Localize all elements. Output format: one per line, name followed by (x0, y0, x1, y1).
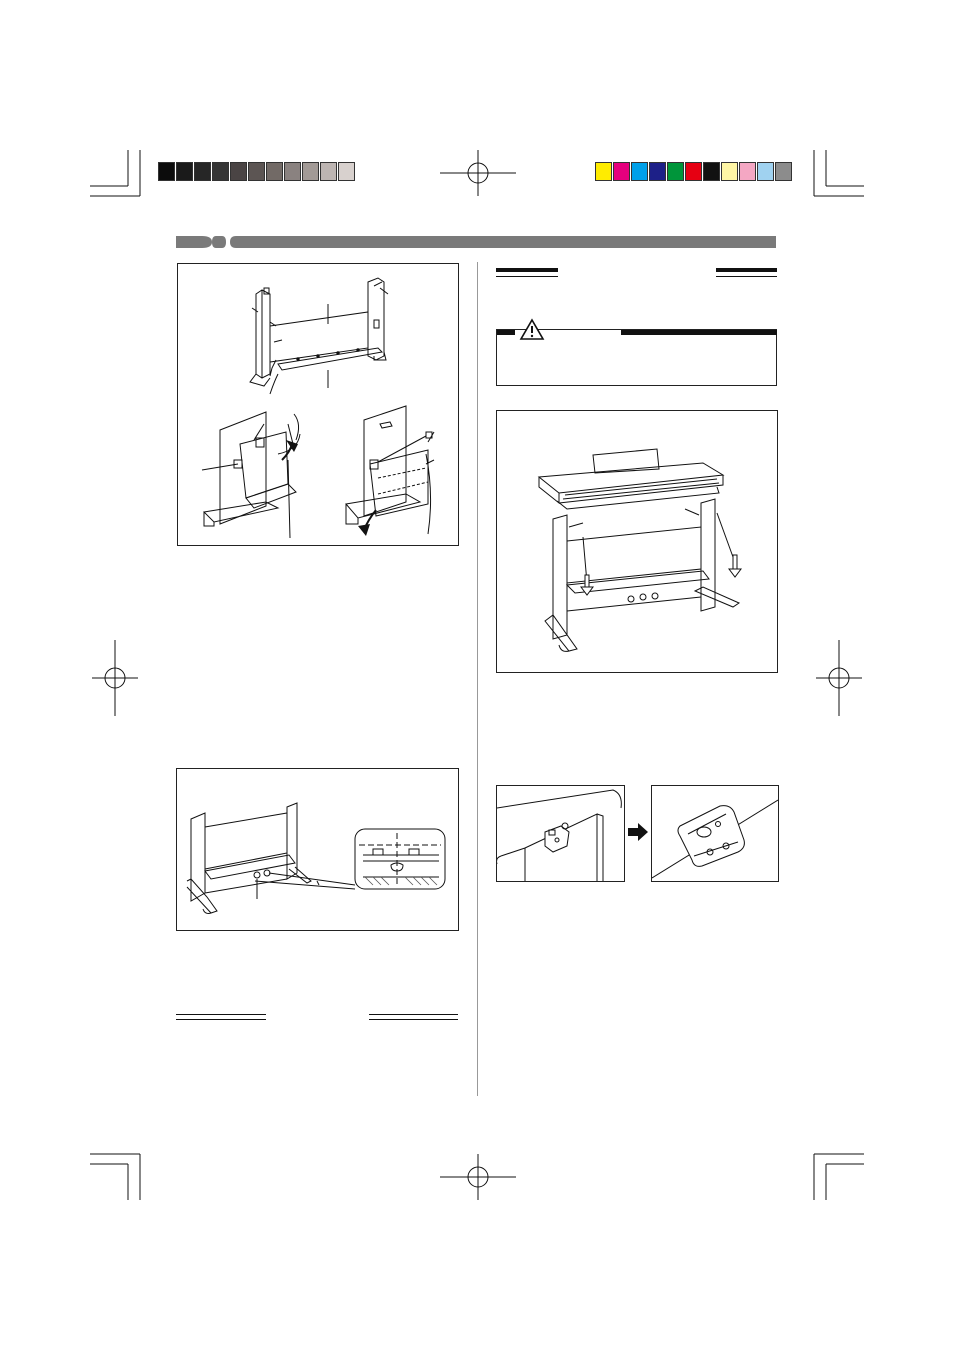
caution-box (496, 329, 777, 386)
registration-mark-left (92, 640, 138, 716)
color-swatch (685, 162, 702, 181)
stand-assembly-illustration (178, 264, 458, 545)
color-swatch (595, 162, 612, 181)
heading-rule-right (716, 268, 777, 272)
color-swatch (721, 162, 738, 181)
heading-rule-right-thin (716, 276, 777, 277)
caution-bar-left (497, 330, 515, 335)
registration-mark-bottom (440, 1154, 516, 1200)
color-swatch (757, 162, 774, 181)
figure-bracket-after (651, 785, 779, 882)
caution-bar-right (621, 330, 777, 335)
gray-swatch (230, 162, 247, 181)
figure-bracket-before (496, 785, 625, 882)
gray-swatch (338, 162, 355, 181)
gray-swatch (266, 162, 283, 181)
color-swatch (739, 162, 756, 181)
section-rule-left-a (176, 1014, 266, 1015)
bracket-open-illustration (652, 786, 778, 881)
bracket-closed-illustration (497, 786, 624, 881)
color-swatch (703, 162, 720, 181)
section-rule-left-a2 (176, 1019, 266, 1020)
figure-stand-assembly (177, 263, 459, 546)
gray-swatch (212, 162, 229, 181)
heading-rule-left (496, 268, 558, 272)
gray-swatch (248, 162, 265, 181)
gray-swatch (320, 162, 337, 181)
section-rule-left-b2 (369, 1019, 458, 1020)
header-bar (174, 235, 778, 249)
color-swatch (613, 162, 630, 181)
color-swatch (649, 162, 666, 181)
color-swatch (631, 162, 648, 181)
gray-swatch (176, 162, 193, 181)
section-rule-left-b (369, 1014, 458, 1015)
figure-pedal-cord (176, 768, 459, 931)
pedal-cord-illustration (177, 769, 458, 930)
piano-on-stand-illustration (497, 411, 777, 672)
registration-mark-right (816, 640, 862, 716)
gray-swatch (302, 162, 319, 181)
color-swatch (667, 162, 684, 181)
color-swatch (775, 162, 792, 181)
figure-piano-on-stand (496, 410, 778, 673)
gray-swatch (158, 162, 175, 181)
registration-mark-top (440, 150, 516, 196)
heading-rule-left-thin (496, 276, 558, 277)
warning-triangle-icon (519, 318, 545, 342)
gray-swatch (284, 162, 301, 181)
gray-swatch (194, 162, 211, 181)
column-divider (477, 262, 478, 1096)
right-arrow-icon (627, 823, 649, 841)
